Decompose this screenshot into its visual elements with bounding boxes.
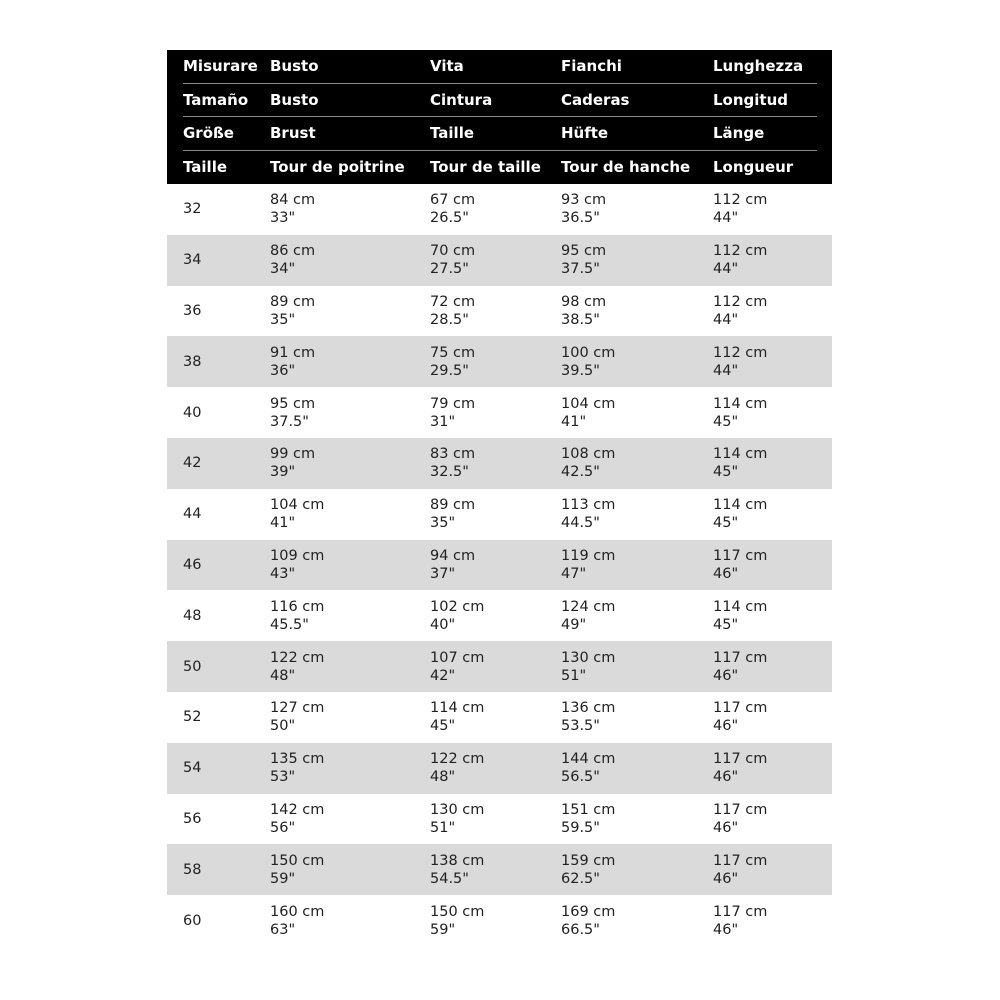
length-cm-value: 112 cm [713,344,768,361]
length-cm-value: 117 cm [713,801,768,818]
waist-inch-value: 48" [430,769,456,786]
hips-cell [561,801,713,837]
bust-inch-value: 56" [270,819,296,836]
size-cell: 34 [183,252,202,269]
header-row-es [183,84,817,118]
hips-cell [561,903,713,939]
header-cell-waist: Vita [430,57,464,76]
length-cell [713,598,832,634]
header-cell-bust: Busto [270,90,319,109]
header-cell-length: Lunghezza [713,57,804,76]
header-cell-waist: Taille [430,124,475,143]
size-cell: 54 [183,760,202,777]
waist-inch-value: 35" [430,515,456,532]
waist-cm-value: 83 cm [430,446,476,463]
header-cell-length: Länge [713,124,765,143]
hips-cell [561,293,713,329]
table-row [167,692,832,743]
hips-cell [561,496,713,532]
header-cell-size: Misurare [183,57,258,76]
waist-inch-value: 45" [430,718,456,735]
hips-cm-value: 93 cm [561,192,607,209]
hips-cm-value: 136 cm [561,700,616,717]
bust-inch-value: 53" [270,769,296,786]
waist-cm-value: 89 cm [430,497,476,514]
header-cell-hips: Tour de hanche [561,158,691,177]
waist-cm-value: 102 cm [430,598,485,615]
waist-cell [430,649,561,685]
hips-cell [561,395,713,431]
hips-inch-value: 53.5" [561,718,600,735]
hips-cell [561,242,713,278]
length-cell [713,242,832,278]
bust-inch-value: 36" [270,362,296,379]
waist-cm-value: 130 cm [430,801,485,818]
length-cell [713,496,832,532]
waist-inch-value: 27.5" [430,261,469,278]
table-row [167,895,832,946]
bust-inch-value: 34" [270,261,296,278]
bust-cm-value: 104 cm [270,497,325,514]
length-inch-value: 46" [713,921,739,938]
waist-inch-value: 40" [430,616,456,633]
waist-cell [430,750,561,786]
hips-inch-value: 37.5" [561,261,600,278]
bust-cm-value: 142 cm [270,801,325,818]
waist-inch-value: 37" [430,565,456,582]
hips-inch-value: 44.5" [561,515,600,532]
hips-inch-value: 59.5" [561,819,600,836]
length-cell [713,293,832,329]
bust-cm-value: 95 cm [270,395,316,412]
length-inch-value: 46" [713,769,739,786]
length-cell [713,852,832,888]
size-cell: 52 [183,709,202,726]
size-cell: 42 [183,455,202,472]
hips-cm-value: 130 cm [561,649,616,666]
bust-cell [270,242,430,278]
length-inch-value: 45" [713,464,739,481]
length-cm-value: 114 cm [713,446,768,463]
waist-inch-value: 32.5" [430,464,469,481]
size-cell: 44 [183,506,202,523]
size-cell: 38 [183,353,202,370]
length-inch-value: 44" [713,311,739,328]
waist-cm-value: 67 cm [430,192,476,209]
size-cell: 56 [183,810,202,827]
bust-cell [270,496,430,532]
length-cell [713,903,832,939]
length-cm-value: 114 cm [713,497,768,514]
size-cell: 58 [183,861,202,878]
header-cell-size: Größe [183,124,234,143]
bust-cm-value: 109 cm [270,547,325,564]
waist-cell [430,293,561,329]
bust-cm-value: 127 cm [270,700,325,717]
waist-inch-value: 28.5" [430,311,469,328]
waist-cm-value: 114 cm [430,700,485,717]
bust-cell [270,649,430,685]
table-row [167,641,832,692]
waist-cm-value: 107 cm [430,649,485,666]
bust-inch-value: 50" [270,718,296,735]
table-row [167,844,832,895]
table-row [167,590,832,641]
hips-cell [561,191,713,227]
bust-cell [270,699,430,735]
table-header [167,50,832,184]
waist-cell [430,395,561,431]
size-cell: 48 [183,607,202,624]
waist-cm-value: 138 cm [430,852,485,869]
length-cell [713,801,832,837]
table-row [167,794,832,845]
hips-cm-value: 100 cm [561,344,616,361]
length-cell [713,395,832,431]
bust-cell [270,852,430,888]
bust-cell [270,547,430,583]
bust-cm-value: 122 cm [270,649,325,666]
table-row [167,438,832,489]
bust-cell [270,903,430,939]
bust-inch-value: 63" [270,921,296,938]
waist-inch-value: 54.5" [430,870,469,887]
length-cm-value: 117 cm [713,700,768,717]
header-cell-hips: Hüfte [561,124,609,143]
bust-inch-value: 59" [270,870,296,887]
hips-cell [561,344,713,380]
bust-cm-value: 160 cm [270,903,325,920]
waist-cm-value: 79 cm [430,395,476,412]
waist-inch-value: 59" [430,921,456,938]
length-cell [713,445,832,481]
header-row-fr [183,151,817,185]
waist-cm-value: 70 cm [430,243,476,260]
length-inch-value: 44" [713,362,739,379]
waist-cell [430,496,561,532]
table-row [167,286,832,337]
header-cell-length: Longueur [713,158,794,177]
header-cell-bust: Busto [270,57,319,76]
hips-inch-value: 66.5" [561,921,600,938]
length-cell [713,547,832,583]
waist-cell [430,699,561,735]
hips-inch-value: 51" [561,667,587,684]
hips-inch-value: 49" [561,616,587,633]
header-cell-size: Tamaño [183,90,249,109]
length-inch-value: 46" [713,667,739,684]
waist-inch-value: 42" [430,667,456,684]
bust-cell [270,445,430,481]
header-row-it [183,50,817,84]
table-row [167,336,832,387]
waist-cell [430,903,561,939]
size-chart-table [167,50,832,946]
length-cell [713,649,832,685]
header-cell-waist: Cintura [430,90,493,109]
length-inch-value: 46" [713,819,739,836]
length-cell [713,191,832,227]
waist-cell [430,852,561,888]
length-cm-value: 114 cm [713,395,768,412]
hips-cm-value: 108 cm [561,446,616,463]
length-inch-value: 45" [713,413,739,430]
waist-cm-value: 122 cm [430,751,485,768]
hips-inch-value: 39.5" [561,362,600,379]
hips-cell [561,445,713,481]
hips-cm-value: 151 cm [561,801,616,818]
bust-cell [270,191,430,227]
header-cell-bust: Tour de poitrine [270,158,405,177]
bust-inch-value: 41" [270,515,296,532]
bust-cell [270,395,430,431]
bust-cm-value: 84 cm [270,192,316,209]
table-body [167,184,832,946]
waist-inch-value: 31" [430,413,456,430]
waist-inch-value: 51" [430,819,456,836]
waist-cell [430,547,561,583]
hips-cell [561,852,713,888]
waist-cm-value: 150 cm [430,903,485,920]
table-row [167,184,832,235]
length-inch-value: 44" [713,210,739,227]
hips-cm-value: 159 cm [561,852,616,869]
bust-cell [270,750,430,786]
length-cell [713,750,832,786]
hips-inch-value: 36.5" [561,210,600,227]
hips-inch-value: 47" [561,565,587,582]
length-cm-value: 112 cm [713,293,768,310]
hips-cm-value: 98 cm [561,293,607,310]
length-inch-value: 46" [713,565,739,582]
size-cell: 36 [183,302,202,319]
waist-cm-value: 94 cm [430,547,476,564]
hips-inch-value: 41" [561,413,587,430]
bust-cell [270,598,430,634]
hips-cm-value: 124 cm [561,598,616,615]
hips-cell [561,547,713,583]
header-cell-hips: Caderas [561,90,630,109]
bust-cm-value: 99 cm [270,446,316,463]
hips-cm-value: 104 cm [561,395,616,412]
bust-inch-value: 45.5" [270,616,309,633]
waist-cell [430,344,561,380]
header-cell-waist: Tour de taille [430,158,541,177]
waist-inch-value: 29.5" [430,362,469,379]
size-cell: 32 [183,201,202,218]
length-inch-value: 44" [713,261,739,278]
length-cm-value: 117 cm [713,903,768,920]
hips-cm-value: 144 cm [561,751,616,768]
hips-cell [561,750,713,786]
bust-inch-value: 48" [270,667,296,684]
length-cell [713,699,832,735]
hips-cell [561,699,713,735]
waist-cm-value: 72 cm [430,293,476,310]
length-cell [713,344,832,380]
header-cell-bust: Brust [270,124,316,143]
waist-cell [430,242,561,278]
table-row [167,489,832,540]
waist-cell [430,598,561,634]
bust-cm-value: 89 cm [270,293,316,310]
header-cell-size: Taille [183,158,228,177]
bust-cell [270,293,430,329]
waist-inch-value: 26.5" [430,210,469,227]
table-row [167,235,832,286]
length-cm-value: 114 cm [713,598,768,615]
length-cm-value: 112 cm [713,243,768,260]
bust-cm-value: 116 cm [270,598,325,615]
bust-inch-value: 33" [270,210,296,227]
header-cell-hips: Fianchi [561,57,622,76]
table-row [167,540,832,591]
length-inch-value: 46" [713,870,739,887]
size-cell: 46 [183,556,202,573]
bust-cm-value: 91 cm [270,344,316,361]
bust-inch-value: 43" [270,565,296,582]
hips-inch-value: 62.5" [561,870,600,887]
bust-inch-value: 37.5" [270,413,309,430]
length-inch-value: 46" [713,718,739,735]
hips-inch-value: 38.5" [561,311,600,328]
hips-inch-value: 42.5" [561,464,600,481]
bust-inch-value: 35" [270,311,296,328]
waist-cell [430,445,561,481]
size-cell: 60 [183,912,202,929]
bust-cm-value: 86 cm [270,243,316,260]
length-inch-value: 45" [713,616,739,633]
size-cell: 50 [183,658,202,675]
hips-cm-value: 95 cm [561,243,607,260]
bust-cell [270,801,430,837]
length-cm-value: 117 cm [713,547,768,564]
length-cm-value: 117 cm [713,751,768,768]
table-row [167,743,832,794]
length-inch-value: 45" [713,515,739,532]
hips-inch-value: 56.5" [561,769,600,786]
table-row [167,387,832,438]
length-cm-value: 112 cm [713,192,768,209]
hips-cm-value: 169 cm [561,903,616,920]
bust-cell [270,344,430,380]
hips-cm-value: 119 cm [561,547,616,564]
bust-inch-value: 39" [270,464,296,481]
hips-cell [561,649,713,685]
hips-cell [561,598,713,634]
length-cm-value: 117 cm [713,852,768,869]
header-row-de [183,117,817,151]
length-cm-value: 117 cm [713,649,768,666]
hips-cm-value: 113 cm [561,497,616,514]
waist-cm-value: 75 cm [430,344,476,361]
size-cell: 40 [183,404,202,421]
waist-cell [430,191,561,227]
waist-cell [430,801,561,837]
bust-cm-value: 135 cm [270,751,325,768]
header-cell-length: Longitud [713,90,789,109]
bust-cm-value: 150 cm [270,852,325,869]
